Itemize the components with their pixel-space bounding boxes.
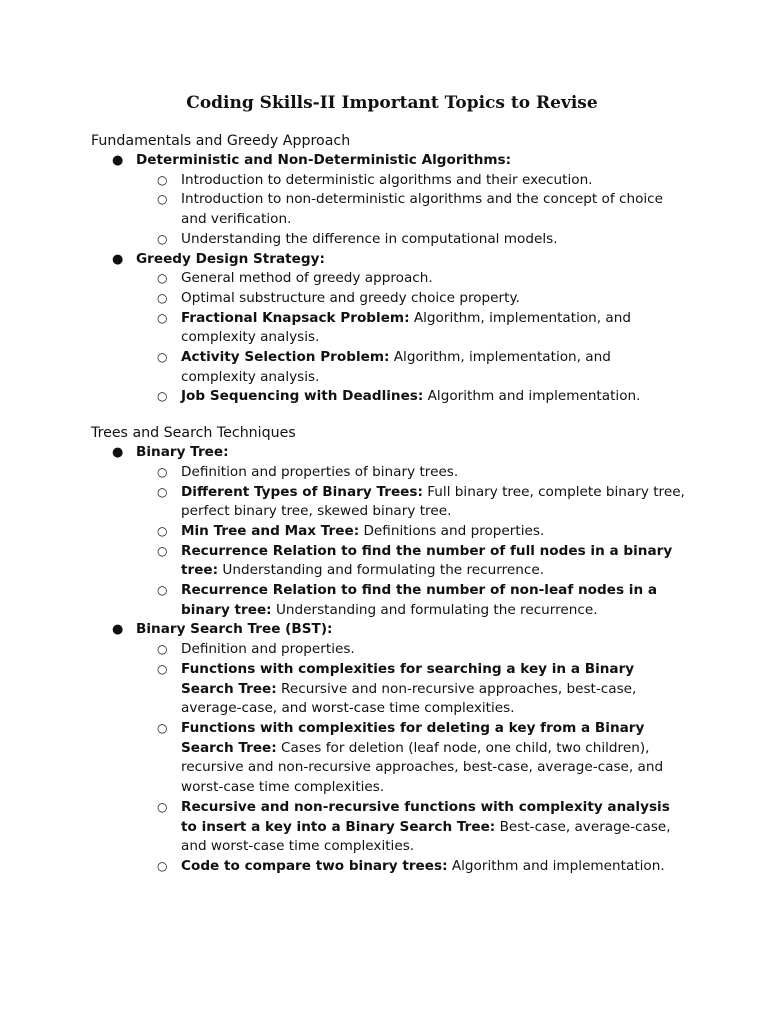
circle-bullet-icon: ○	[157, 231, 168, 246]
subtopic-list	[136, 640, 688, 876]
circle-bullet-icon: ○	[157, 290, 168, 305]
circle-bullet-icon: ○	[157, 271, 168, 286]
circle-bullet-icon: ○	[157, 523, 168, 538]
subtopic-item: ○ Functions with complexities for searching a key in a Binary Search Tree: Recursive and non-recursive approaches, best-case, average-case, and worst-case time complexities.	[157, 660, 637, 717]
subtopic-list	[136, 463, 688, 621]
circle-bullet-icon: ○	[157, 858, 168, 873]
subtopic-item: ○ Fractional Knapsack Problem: Algorithm, implementation, and complexity analysis.	[157, 309, 631, 346]
subtopic-list	[136, 269, 688, 407]
topic-list-trees	[91, 443, 688, 876]
subtopic-item: ○ Job Sequencing with Deadlines: Algorithm and implementation.	[136, 387, 688, 407]
circle-bullet-icon: ○	[157, 583, 168, 598]
circle-bullet-icon: ○	[157, 310, 168, 325]
section-heading-trees: Trees and Search Techniques	[91, 425, 296, 442]
circle-bullet-icon: ○	[157, 389, 168, 404]
circle-bullet-icon: ○	[157, 350, 168, 365]
circle-bullet-icon: ○	[157, 484, 168, 499]
topic-label: Greedy Design Strategy:	[136, 250, 325, 267]
subtopic-item: ○ Optimal substructure and greedy choice property.	[136, 289, 688, 309]
section-heading-fundamentals: Fundamentals and Greedy Approach	[91, 133, 351, 149]
subtopic-item: ○ Recurrence Relation to find the number of full nodes in a binary tree: Understanding and formulating the recurrence.	[157, 542, 673, 579]
circle-bullet-icon: ○	[157, 661, 168, 676]
topic-binary-search-tree	[91, 620, 688, 876]
subtopic-item: ○ Min Tree and Max Tree: Definitions and properties.	[136, 522, 688, 542]
circle-bullet-icon: ○	[157, 192, 168, 207]
topic-greedy-design-strategy	[91, 250, 688, 408]
circle-bullet-icon: ○	[157, 720, 168, 735]
topic-label: Binary Search Tree (BST):	[136, 621, 333, 638]
subtopic-list	[136, 171, 688, 250]
subtopic-item: ○ Functions with complexities for deleting a key from a Binary Search Tree: Cases for deletion (leaf node, one child, two children), recursive and non-recursive approaches, best-case, average-case, and worst-case time complexities.	[157, 719, 664, 796]
topic-label: Deterministic and Non-Deterministic Algorithms:	[136, 152, 512, 168]
document-title: Coding Skills-II Important Topics to Revise	[186, 93, 598, 113]
subtopic-item: ○ Recursive and non-recursive functions with complexity analysis to insert a key into a Binary Search Tree: Best-case, average-case, and worst-case time complexities.	[157, 798, 671, 855]
subtopic-item: ○ General method of greedy approach.	[136, 269, 688, 289]
bullet-icon: ●	[112, 251, 124, 267]
circle-bullet-icon: ○	[157, 464, 168, 479]
subtopic-item: ○ Recurrence Relation to find the number of non-leaf nodes in a binary tree: Understanding and formulating the recurrence.	[157, 582, 658, 618]
subtopic-item: ○ Understanding the difference in computational models.	[136, 230, 688, 250]
bullet-icon: ●	[112, 153, 124, 168]
subtopic-item: ○ Code to compare two binary trees: Algorithm and implementation.	[136, 857, 688, 877]
topic-label: Binary Tree:	[136, 444, 229, 461]
circle-bullet-icon: ○	[157, 543, 168, 558]
circle-bullet-icon: ○	[157, 799, 168, 814]
subtopic-item: ○ Activity Selection Problem: Algorithm, implementation, and complexity analysis.	[157, 349, 611, 385]
circle-bullet-icon: ○	[157, 642, 168, 657]
bullet-icon: ●	[112, 622, 124, 638]
circle-bullet-icon: ○	[157, 172, 168, 187]
topic-binary-tree	[91, 443, 688, 620]
topic-deterministic-algorithms	[91, 151, 688, 250]
subtopic-item: ○ Different Types of Binary Trees: Full binary tree, complete binary tree, perfect binary tree, skewed binary tree.	[157, 483, 685, 520]
subtopic-item: ○ Introduction to non-deterministic algorithms and the concept of choice and verification.	[157, 191, 663, 228]
subtopic-item: ○ Introduction to deterministic algorithms and their execution.	[136, 171, 688, 191]
topic-list-fundamentals	[91, 151, 688, 407]
bullet-icon: ●	[112, 445, 124, 461]
subtopic-item: ○ Definition and properties of binary trees.	[136, 463, 688, 483]
subtopic-item: ○ Definition and properties.	[136, 640, 688, 660]
